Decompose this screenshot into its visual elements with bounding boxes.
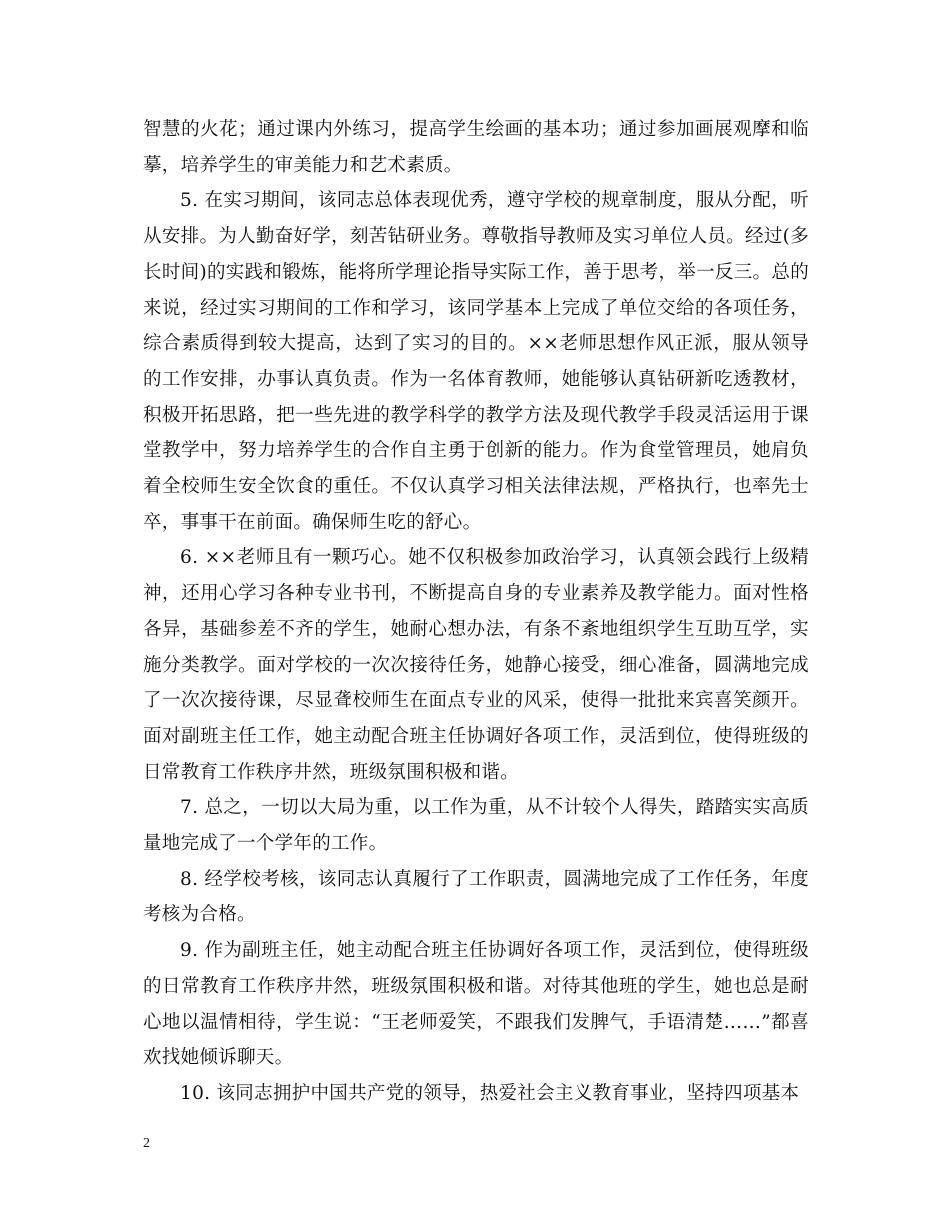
paragraph-item-8: 8. 经学校考核，该同志认真履行了工作职责，圆满地完成了工作任务，年度考核为合格。 [143,868,809,926]
page-number: 2 [143,1136,150,1151]
paragraph-item-6: 6. ××老师且有一颗巧心。她不仅积极参加政治学习，认真领会践行上级精神，还用心学习各种专业书刊，不断提高自身的专业素养及教学能力。面对性格各异，基础参差不齐的学生，她耐心想办法，有条不紊地组织学生互助互学，实施分类教学。面对学校的一次次接待任务，她静心接受，细心准备，圆满地完成了一次次接待课，尽显聋校师生在面点专业的风采，使得一批批来宾喜笑颜开。面对副班主任工作，她主动配合班主任协调好各项工作，灵活到位，使得班级的日常教育工作秩序井然，班级氛围积极和谐。 [143,547,809,783]
paragraph-item-5: 5. 在实习期间，该同志总体表现优秀，遵守学校的规章制度，服从分配，听从安排。为人勤奋好学，刻苦钻研业务。尊敬指导教师及实习单位人员。经过(多长时间)的实践和锻炼，能将所学理论指导实际工作，善于思考，举一反三。总的来说，经过实习期间的工作和学习，该同学基本上完成了单位交给的各项任务，综合素质得到较大提高，达到了实习的目的。××老师思想作风正派，服从领导的工作安排，办事认真负责。作为一名体育教师，她能够认真钻研新吃透教材，积极开拓思路，把一些先进的教学科学的教学方法及现代教学手段灵活运用于课堂教学中，努力培养学生的合作自主勇于创新的能力。作为食堂管理员，她肩负着全校师生安全饮食的重任。不仅认真学习相关法律法规，严格执行，也率先士卒，事事干在前面。确保师生吃的舒心。 [143,190,809,533]
body-text [143,112,809,1112]
paragraph-item-10: 10. 该同志拥护中国共产党的领导，热爱社会主义教育事业，坚持四项基本 [180,1082,800,1104]
paragraph-continuation: 智慧的火花；通过课内外练习，提高学生绘画的基本功；通过参加画展观摩和临摹，培养学生的审美能力和艺术素质。 [143,119,809,176]
paragraph-item-9: 9. 作为副班主任，她主动配合班主任协调好各项工作，灵活到位，使得班级的日常教育工作秩序井然，班级氛围积极和谐。对待其他班的学生，她也总是耐心地以温情相待，学生说：“王老师爱笑，不跟我们发脾气，手语清楚……”都喜欢找她倾诉聊天。 [143,940,809,1069]
paragraph-item-7: 7. 总之，一切以大局为重，以工作为重，从不计较个人得失，踏踏实实高质量地完成了一个学年的工作。 [143,797,809,855]
